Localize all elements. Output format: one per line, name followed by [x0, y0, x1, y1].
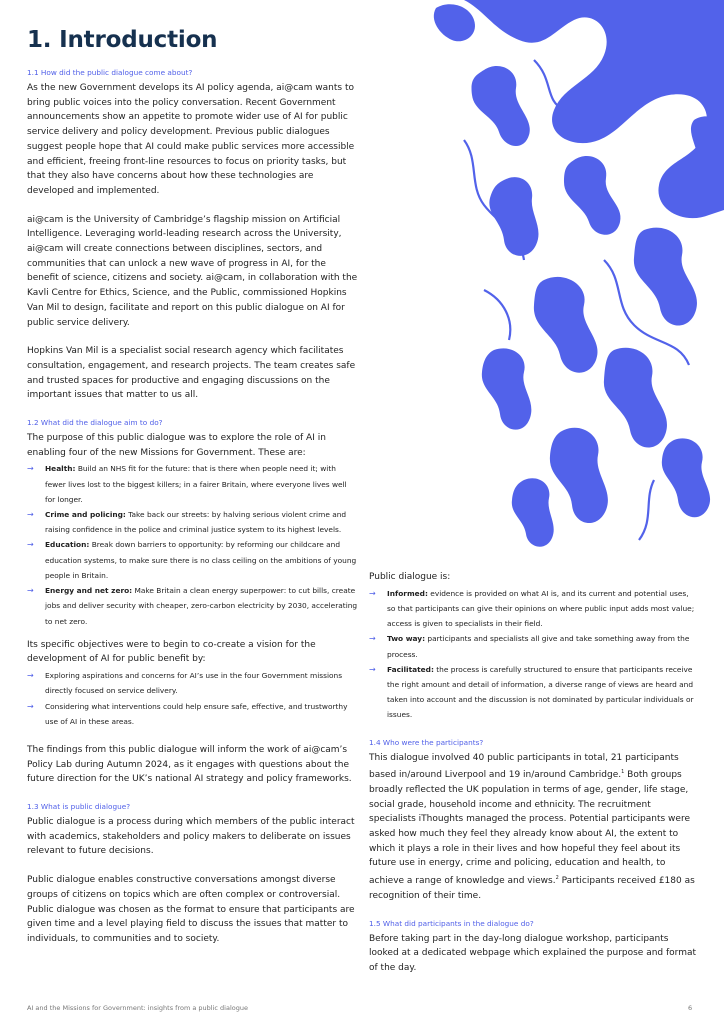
arrow-right-icon: →	[369, 664, 376, 674]
section-1-1-paragraph-2: ai@cam is the University of Cambridge’s flagship mission on Artificial Intelligence. Leveraging world-leading research across the University, ai@cam will create connections between disciplines, sectors, and communities that can unlock a new wave of progress in AI, for the benefit of science, citizens and society. ai@cam, in collaboration with the Kavli Centre for Ethics, Science, and the Public, commissioned Hopkins Van Mil to design, facilitate and report on this public dialogue on AI for public service delivery.	[27, 214, 358, 328]
quality-item-two-way: → Two way: participants and specialists all give and take something away from the process.	[369, 631, 699, 661]
right-column	[369, 570, 699, 976]
decorative-blob-illustration	[424, 0, 724, 560]
section-1-3-paragraph-1: Public dialogue is a process during which members of the public interact with academics, stakeholders and policy makers to deliberate on issues relevant to future decisions.	[27, 817, 355, 857]
arrow-right-icon: →	[27, 671, 34, 681]
objective-item: → Considering what interventions could help ensure safe, effective, and trustworthy use of AI in these areas.	[27, 699, 359, 729]
section-1-4-heading: 1.4 Who were the participants?	[369, 737, 484, 747]
objectives-intro: Its specific objectives were to begin to co-create a vision for the development of AI for public benefit by:	[27, 639, 316, 665]
section-1-1-heading: 1.1 How did the public dialogue come about?	[27, 68, 193, 77]
section-1-5-paragraph: Before taking part in the day-long dialogue workshop, participants looked at a dedicated webpage which explained the purpose and format of the day.	[369, 933, 697, 973]
arrow-right-icon: →	[369, 588, 376, 598]
mission-item-health: → Health: Build an NHS fit for the future: that is there when people need it; with fewer lives lost to the biggest killers; in a fairer Britain, where everyone lives well for longer.	[27, 461, 359, 507]
arrow-right-icon: →	[27, 464, 34, 474]
arrow-right-icon: →	[369, 634, 376, 644]
public-dialogue-is-intro: Public dialogue is:	[369, 572, 451, 582]
footnote-ref: 2	[555, 875, 559, 882]
page-number: 6	[688, 1004, 693, 1012]
footnote-ref: 1	[621, 769, 625, 776]
missions-list	[27, 461, 359, 628]
arrow-right-icon: →	[27, 586, 34, 596]
arrow-right-icon: →	[27, 540, 34, 550]
quality-item-informed: → Informed: evidence is provided on what AI is, and its current and potential uses, so that participants can give their opinions on where public input adds most value; access is given to specialists in their field.	[369, 586, 699, 632]
mission-item-education: → Education: Break down barriers to opportunity: by reforming our childcare and education systems, to make sure there is no class ceiling on the ambitions of young people in Britain.	[27, 537, 359, 583]
section-1-2-heading: 1.2 What did the dialogue aim to do?	[27, 418, 163, 428]
footer-title: AI and the Missions for Government: insights from a public dialogue	[27, 1004, 248, 1012]
dialogue-qualities-list	[369, 586, 699, 723]
section-1-1-paragraph-3: Hopkins Van Mil is a specialist social research agency which facilitates consultation, engagement, and research projects. The team creates safe and trusted spaces for productive and engaging discussions on the important issues that matter to us all.	[27, 346, 356, 401]
mission-item-crime: → Crime and policing: Take back our streets: by halving serious violent crime and raising confidence in the police and criminal justice system to its highest levels.	[27, 507, 359, 537]
section-1-1-paragraph-1: As the new Government develops its AI policy agenda, ai@cam wants to bring public voices into the policy conversation. Recent Government announcements show an appetite to promote wider use of AI for public service delivery and policy development. Previous public dialogues suggest people hope that AI could make public services more accessible and efficient, freeing front-line resources to focus on priority tasks, but that they also have concerns about how these technologies are developed and implemented.	[27, 83, 355, 196]
section-1-5-heading: 1.5 What did participants in the dialogue do?	[369, 918, 534, 928]
objectives-list	[27, 668, 359, 729]
mission-item-energy: → Energy and net zero: Make Britain a clean energy superpower: to cut bills, create jobs and deliver security with cheaper, zero-carbon electricity by 2030, accelerating to net zero.	[27, 583, 359, 629]
objective-item: → Exploring aspirations and concerns for AI’s use in the four Government missions directly focused on service delivery.	[27, 668, 359, 698]
section-1-3-heading: 1.3 What is public dialogue?	[27, 802, 131, 812]
section-1-3-paragraph-2: Public dialogue enables constructive conversations amongst diverse groups of citizens on topics which are often complex or controversial. Public dialogue was chosen as the format to ensure that participants are given time and a level playing field to discuss the issues that matter to individuals, to communities and to society.	[27, 875, 355, 944]
quality-item-facilitated: → Facilitated: the process is carefully structured to ensure that participants receive the right amount and detail of information, a diverse range of views are heard and taken into account and the discussion is not dominated by particular individuals or issues.	[369, 662, 699, 723]
section-1-4-paragraph: This dialogue involved 40 public participants in total, 21 participants based in/around Liverpool and 19 in/around Cambridge.$^1$ Both groups broadly reflected the UK population in terms of age, gender, life stage, social grade, household income and ethnicity. The recruitment specialists iThoughts managed the process. Potential participants were asked how much they feel they already know about AI, the extent to which it plays a role in their lives and how hopeful they feel about its future use in energy, crime and policing, education and health, to achieve a range of knowledge and views.$^2$ Participants received £180 as recognition of their time.	[369, 752, 695, 901]
findings-paragraph: The findings from this public dialogue will inform the work of ai@cam’s Policy Lab during Autumn 2024, as it engages with questions about the future direction for the UK’s national AI strategy and policy frameworks.	[27, 744, 352, 785]
page-title: 1. Introduction	[27, 27, 218, 53]
arrow-right-icon: →	[27, 510, 34, 520]
section-1-2-intro: The purpose of this public dialogue was to explore the role of AI in enabling four of the new Missions for Government. These are:	[27, 433, 326, 458]
left-column	[27, 27, 359, 947]
arrow-right-icon: →	[27, 701, 34, 711]
